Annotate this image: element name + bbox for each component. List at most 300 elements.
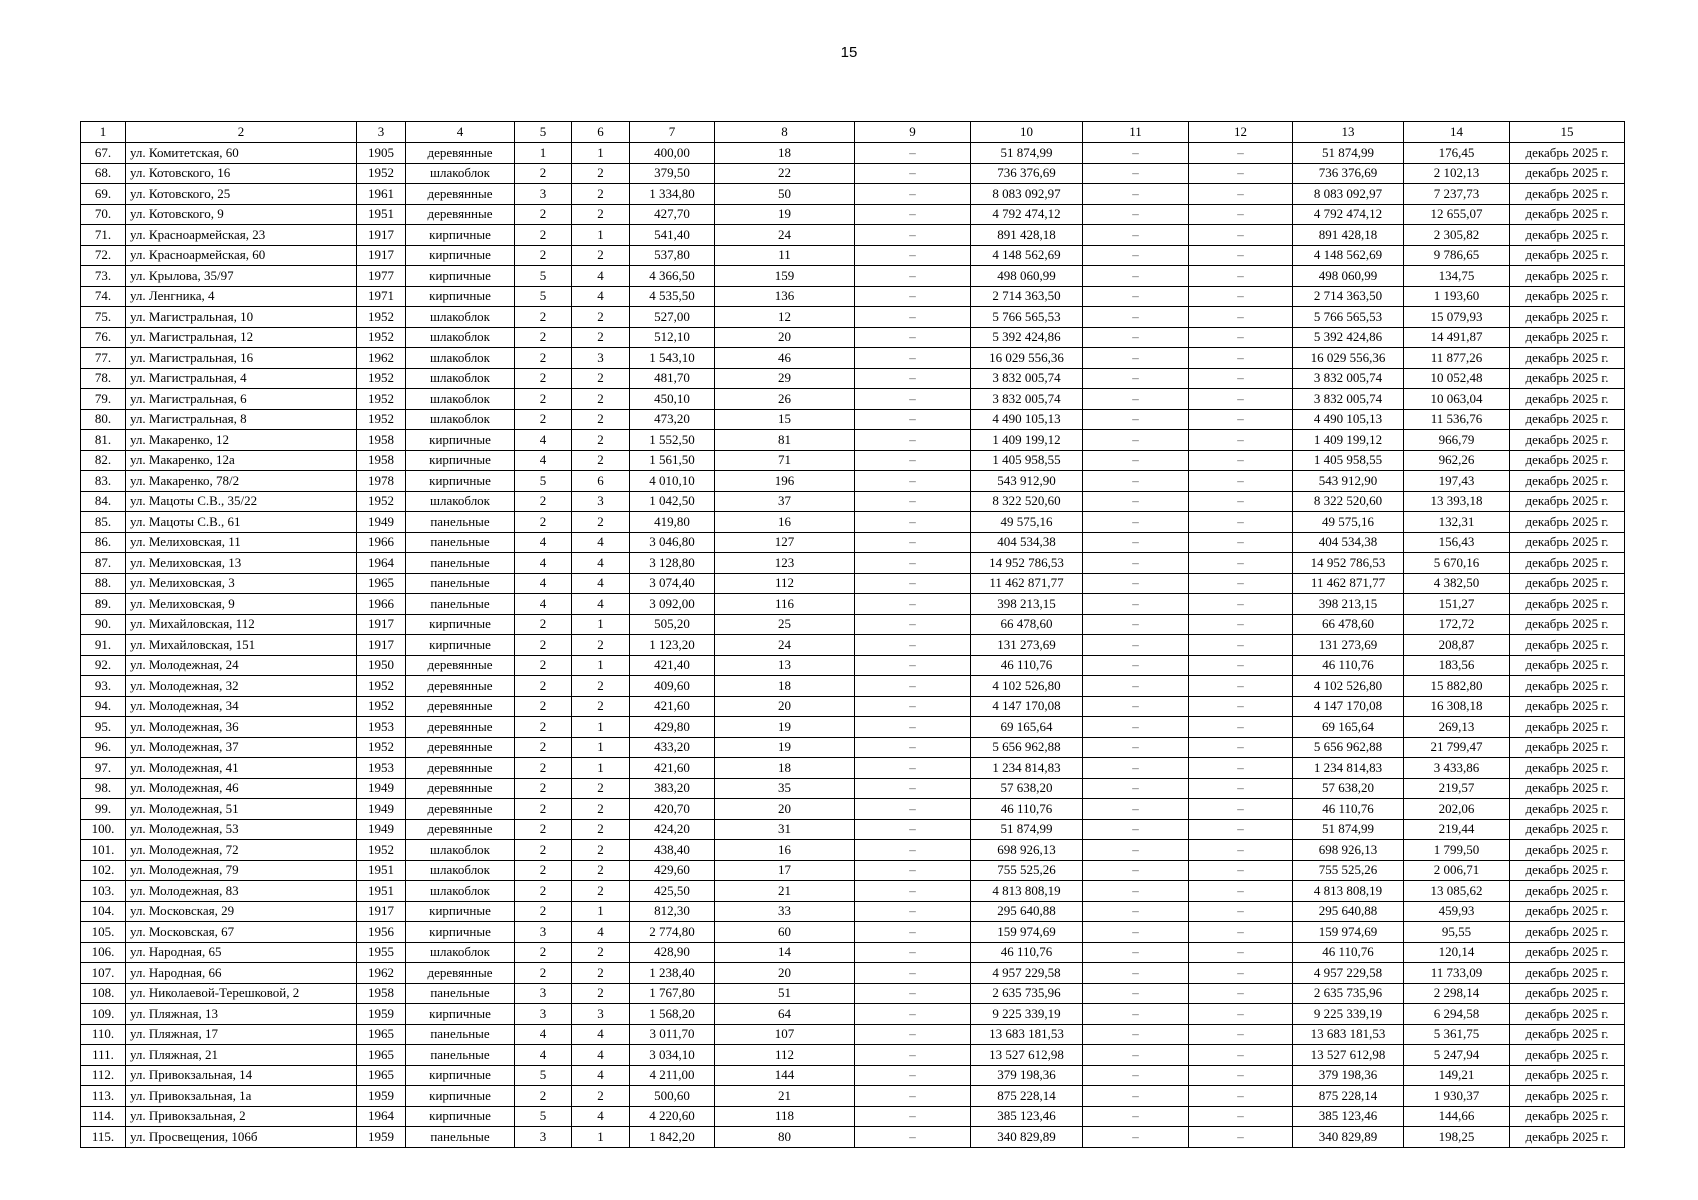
table-row xyxy=(81,819,1625,840)
table-row xyxy=(81,553,1625,574)
table-cell-col-11: – xyxy=(1083,1127,1189,1148)
table-cell-col-10: 51 874,99 xyxy=(971,143,1083,164)
table-row xyxy=(81,184,1625,205)
table-cell-col-10: 385 123,46 xyxy=(971,1106,1083,1127)
table-cell-col-11: – xyxy=(1083,717,1189,738)
table-cell-col-14: 11 877,26 xyxy=(1404,348,1510,369)
table-cell-col-15: декабрь 2025 г. xyxy=(1510,1004,1625,1025)
table-cell-col-15: декабрь 2025 г. xyxy=(1510,348,1625,369)
table-cell-col-6: 2 xyxy=(572,368,630,389)
table-cell-col-9: – xyxy=(855,614,971,635)
table-cell-col-10: 498 060,99 xyxy=(971,266,1083,287)
table-cell-col-13: 57 638,20 xyxy=(1293,778,1404,799)
table-cell-col-8: 35 xyxy=(715,778,855,799)
table-cell-col-2: ул. Молодежная, 51 xyxy=(126,799,357,820)
table-cell-col-4: деревянные xyxy=(406,758,515,779)
table-cell-col-15: декабрь 2025 г. xyxy=(1510,327,1625,348)
table-cell-col-15: декабрь 2025 г. xyxy=(1510,922,1625,943)
table-cell-col-15: декабрь 2025 г. xyxy=(1510,799,1625,820)
table-cell-col-10: 46 110,76 xyxy=(971,655,1083,676)
table-cell-col-15: декабрь 2025 г. xyxy=(1510,266,1625,287)
table-cell-col-7: 421,40 xyxy=(630,655,715,676)
table-cell-col-8: 16 xyxy=(715,512,855,533)
table-cell-col-10: 5 766 565,53 xyxy=(971,307,1083,328)
table-cell-col-13: 66 478,60 xyxy=(1293,614,1404,635)
table-cell-col-1: 81. xyxy=(81,430,126,451)
table-cell-col-12: – xyxy=(1189,471,1293,492)
table-cell-col-9: – xyxy=(855,327,971,348)
table-cell-col-14: 7 237,73 xyxy=(1404,184,1510,205)
table-cell-col-9: – xyxy=(855,942,971,963)
table-cell-col-3: 1956 xyxy=(357,922,406,943)
table-row xyxy=(81,942,1625,963)
table-cell-col-7: 512,10 xyxy=(630,327,715,348)
table-cell-col-12: – xyxy=(1189,840,1293,861)
table-cell-col-2: ул. Михайловская, 112 xyxy=(126,614,357,635)
table-cell-col-15: декабрь 2025 г. xyxy=(1510,1086,1625,1107)
table-cell-col-9: – xyxy=(855,1127,971,1148)
table-cell-col-8: 21 xyxy=(715,881,855,902)
table-cell-col-8: 17 xyxy=(715,860,855,881)
table-cell-col-9: – xyxy=(855,204,971,225)
table-cell-col-5: 2 xyxy=(515,327,572,348)
table-cell-col-14: 202,06 xyxy=(1404,799,1510,820)
table-cell-col-1: 94. xyxy=(81,696,126,717)
table-cell-col-13: 4 147 170,08 xyxy=(1293,696,1404,717)
table-cell-col-7: 1 568,20 xyxy=(630,1004,715,1025)
table-cell-col-7: 400,00 xyxy=(630,143,715,164)
table-row xyxy=(81,922,1625,943)
table-cell-col-15: декабрь 2025 г. xyxy=(1510,942,1625,963)
table-cell-col-6: 2 xyxy=(572,963,630,984)
table-cell-col-5: 2 xyxy=(515,717,572,738)
table-cell-col-1: 95. xyxy=(81,717,126,738)
table-cell-col-1: 113. xyxy=(81,1086,126,1107)
table-cell-col-2: ул. Крылова, 35/97 xyxy=(126,266,357,287)
table-cell-col-4: шлакоблок xyxy=(406,491,515,512)
table-cell-col-2: ул. Просвещения, 106б xyxy=(126,1127,357,1148)
table-cell-col-5: 4 xyxy=(515,573,572,594)
table-cell-col-4: шлакоблок xyxy=(406,942,515,963)
table-row xyxy=(81,758,1625,779)
table-cell-col-12: – xyxy=(1189,245,1293,266)
table-cell-col-1: 91. xyxy=(81,635,126,656)
table-cell-col-8: 24 xyxy=(715,635,855,656)
table-cell-col-6: 4 xyxy=(572,286,630,307)
table-cell-col-9: – xyxy=(855,963,971,984)
table-cell-col-3: 1951 xyxy=(357,881,406,902)
table-row xyxy=(81,963,1625,984)
table-cell-col-10: 698 926,13 xyxy=(971,840,1083,861)
table-cell-col-10: 3 832 005,74 xyxy=(971,368,1083,389)
table-cell-col-1: 87. xyxy=(81,553,126,574)
table-cell-col-8: 80 xyxy=(715,1127,855,1148)
column-header-11: 11 xyxy=(1083,122,1189,143)
table-cell-col-9: – xyxy=(855,1106,971,1127)
table-cell-col-8: 51 xyxy=(715,983,855,1004)
table-cell-col-12: – xyxy=(1189,1065,1293,1086)
table-cell-col-9: – xyxy=(855,676,971,697)
table-cell-col-3: 1959 xyxy=(357,1004,406,1025)
table-cell-col-1: 110. xyxy=(81,1024,126,1045)
table-cell-col-6: 1 xyxy=(572,717,630,738)
table-cell-col-9: – xyxy=(855,368,971,389)
table-cell-col-4: деревянные xyxy=(406,655,515,676)
table-cell-col-4: шлакоблок xyxy=(406,840,515,861)
table-cell-col-2: ул. Мелиховская, 3 xyxy=(126,573,357,594)
table-cell-col-14: 2 102,13 xyxy=(1404,163,1510,184)
table-cell-col-15: декабрь 2025 г. xyxy=(1510,450,1625,471)
table-row xyxy=(81,901,1625,922)
table-cell-col-9: – xyxy=(855,471,971,492)
table-cell-col-10: 5 656 962,88 xyxy=(971,737,1083,758)
table-cell-col-13: 379 198,36 xyxy=(1293,1065,1404,1086)
table-cell-col-10: 8 322 520,60 xyxy=(971,491,1083,512)
table-cell-col-6: 1 xyxy=(572,143,630,164)
table-cell-col-5: 2 xyxy=(515,737,572,758)
table-cell-col-12: – xyxy=(1189,143,1293,164)
table-cell-col-7: 409,60 xyxy=(630,676,715,697)
table-cell-col-15: декабрь 2025 г. xyxy=(1510,655,1625,676)
table-cell-col-5: 2 xyxy=(515,409,572,430)
table-cell-col-9: – xyxy=(855,860,971,881)
table-row xyxy=(81,676,1625,697)
table-cell-col-1: 68. xyxy=(81,163,126,184)
table-cell-col-5: 3 xyxy=(515,1127,572,1148)
table-cell-col-12: – xyxy=(1189,491,1293,512)
table-cell-col-11: – xyxy=(1083,409,1189,430)
table-cell-col-1: 77. xyxy=(81,348,126,369)
table-cell-col-5: 2 xyxy=(515,819,572,840)
table-cell-col-3: 1962 xyxy=(357,348,406,369)
table-cell-col-6: 1 xyxy=(572,614,630,635)
table-cell-col-3: 1952 xyxy=(357,491,406,512)
table-cell-col-9: – xyxy=(855,696,971,717)
table-cell-col-4: панельные xyxy=(406,1127,515,1148)
table-cell-col-7: 527,00 xyxy=(630,307,715,328)
table-cell-col-9: – xyxy=(855,348,971,369)
table-row xyxy=(81,163,1625,184)
table-cell-col-1: 107. xyxy=(81,963,126,984)
table-cell-col-10: 543 912,90 xyxy=(971,471,1083,492)
table-cell-col-8: 46 xyxy=(715,348,855,369)
table-cell-col-5: 3 xyxy=(515,1004,572,1025)
table-cell-col-7: 3 092,00 xyxy=(630,594,715,615)
table-cell-col-13: 9 225 339,19 xyxy=(1293,1004,1404,1025)
table-cell-col-14: 13 393,18 xyxy=(1404,491,1510,512)
table-cell-col-9: – xyxy=(855,512,971,533)
table-cell-col-1: 96. xyxy=(81,737,126,758)
table-cell-col-3: 1971 xyxy=(357,286,406,307)
table-cell-col-5: 5 xyxy=(515,286,572,307)
table-cell-col-14: 151,27 xyxy=(1404,594,1510,615)
table-cell-col-10: 1 409 199,12 xyxy=(971,430,1083,451)
table-cell-col-3: 1917 xyxy=(357,225,406,246)
table-cell-col-4: панельные xyxy=(406,553,515,574)
table-cell-col-8: 112 xyxy=(715,1045,855,1066)
table-row xyxy=(81,635,1625,656)
table-cell-col-8: 136 xyxy=(715,286,855,307)
table-cell-col-6: 2 xyxy=(572,881,630,902)
table-row xyxy=(81,717,1625,738)
table-cell-col-8: 13 xyxy=(715,655,855,676)
table-cell-col-13: 8 322 520,60 xyxy=(1293,491,1404,512)
table-cell-col-2: ул. Магистральная, 10 xyxy=(126,307,357,328)
table-cell-col-5: 2 xyxy=(515,881,572,902)
table-cell-col-14: 6 294,58 xyxy=(1404,1004,1510,1025)
table-cell-col-8: 24 xyxy=(715,225,855,246)
table-cell-col-2: ул. Красноармейская, 60 xyxy=(126,245,357,266)
table-cell-col-14: 149,21 xyxy=(1404,1065,1510,1086)
table-cell-col-2: ул. Макаренко, 12а xyxy=(126,450,357,471)
table-cell-col-7: 505,20 xyxy=(630,614,715,635)
table-cell-col-12: – xyxy=(1189,389,1293,410)
table-cell-col-14: 2 305,82 xyxy=(1404,225,1510,246)
table-cell-col-3: 1952 xyxy=(357,840,406,861)
table-cell-col-15: декабрь 2025 г. xyxy=(1510,532,1625,553)
table-cell-col-6: 1 xyxy=(572,758,630,779)
table-cell-col-12: – xyxy=(1189,430,1293,451)
table-cell-col-8: 14 xyxy=(715,942,855,963)
column-header-9: 9 xyxy=(855,122,971,143)
table-cell-col-12: – xyxy=(1189,450,1293,471)
table-cell-col-5: 4 xyxy=(515,594,572,615)
table-cell-col-6: 3 xyxy=(572,491,630,512)
table-cell-col-3: 1955 xyxy=(357,942,406,963)
table-cell-col-11: – xyxy=(1083,1024,1189,1045)
table-cell-col-7: 3 034,10 xyxy=(630,1045,715,1066)
table-cell-col-10: 2 635 735,96 xyxy=(971,983,1083,1004)
table-cell-col-8: 31 xyxy=(715,819,855,840)
table-cell-col-1: 70. xyxy=(81,204,126,225)
table-cell-col-2: ул. Котовского, 9 xyxy=(126,204,357,225)
table-cell-col-1: 109. xyxy=(81,1004,126,1025)
table-cell-col-2: ул. Николаевой-Терешковой, 2 xyxy=(126,983,357,1004)
table-cell-col-13: 51 874,99 xyxy=(1293,819,1404,840)
table-cell-col-15: декабрь 2025 г. xyxy=(1510,696,1625,717)
table-cell-col-7: 3 074,40 xyxy=(630,573,715,594)
table-cell-col-6: 2 xyxy=(572,204,630,225)
table-cell-col-15: декабрь 2025 г. xyxy=(1510,614,1625,635)
table-cell-col-12: – xyxy=(1189,348,1293,369)
table-cell-col-11: – xyxy=(1083,635,1189,656)
table-row xyxy=(81,696,1625,717)
table-cell-col-7: 1 561,50 xyxy=(630,450,715,471)
table-cell-col-4: кирпичные xyxy=(406,245,515,266)
table-cell-col-3: 1917 xyxy=(357,245,406,266)
table-cell-col-15: декабрь 2025 г. xyxy=(1510,1045,1625,1066)
table-cell-col-5: 3 xyxy=(515,184,572,205)
table-cell-col-10: 16 029 556,36 xyxy=(971,348,1083,369)
table-cell-col-9: – xyxy=(855,840,971,861)
table-cell-col-8: 81 xyxy=(715,430,855,451)
table-cell-col-15: декабрь 2025 г. xyxy=(1510,409,1625,430)
table-cell-col-8: 71 xyxy=(715,450,855,471)
table-cell-col-11: – xyxy=(1083,450,1189,471)
table-cell-col-4: кирпичные xyxy=(406,450,515,471)
table-cell-col-11: – xyxy=(1083,389,1189,410)
table-cell-col-7: 4 010,10 xyxy=(630,471,715,492)
table-cell-col-15: декабрь 2025 г. xyxy=(1510,1065,1625,1086)
table-cell-col-6: 2 xyxy=(572,245,630,266)
table-cell-col-5: 2 xyxy=(515,778,572,799)
table-cell-col-14: 3 433,86 xyxy=(1404,758,1510,779)
table-cell-col-7: 433,20 xyxy=(630,737,715,758)
table-cell-col-8: 196 xyxy=(715,471,855,492)
table-cell-col-14: 208,87 xyxy=(1404,635,1510,656)
table-cell-col-2: ул. Молодежная, 53 xyxy=(126,819,357,840)
table-cell-col-11: – xyxy=(1083,922,1189,943)
table-cell-col-3: 1949 xyxy=(357,778,406,799)
table-cell-col-14: 120,14 xyxy=(1404,942,1510,963)
table-cell-col-4: шлакоблок xyxy=(406,327,515,348)
table-cell-col-13: 4 102 526,80 xyxy=(1293,676,1404,697)
table-cell-col-1: 101. xyxy=(81,840,126,861)
table-cell-col-9: – xyxy=(855,1065,971,1086)
table-cell-col-11: – xyxy=(1083,307,1189,328)
table-cell-col-11: – xyxy=(1083,1086,1189,1107)
table-cell-col-12: – xyxy=(1189,204,1293,225)
table-cell-col-4: кирпичные xyxy=(406,1106,515,1127)
table-cell-col-6: 4 xyxy=(572,573,630,594)
table-cell-col-3: 1952 xyxy=(357,368,406,389)
table-cell-col-8: 19 xyxy=(715,737,855,758)
table-cell-col-6: 4 xyxy=(572,1024,630,1045)
table-cell-col-12: – xyxy=(1189,553,1293,574)
table-cell-col-6: 2 xyxy=(572,819,630,840)
table-cell-col-1: 86. xyxy=(81,532,126,553)
table-cell-col-12: – xyxy=(1189,368,1293,389)
table-row xyxy=(81,266,1625,287)
table-cell-col-8: 25 xyxy=(715,614,855,635)
table-cell-col-5: 2 xyxy=(515,635,572,656)
table-cell-col-15: декабрь 2025 г. xyxy=(1510,225,1625,246)
column-header-14: 14 xyxy=(1404,122,1510,143)
table-cell-col-7: 3 011,70 xyxy=(630,1024,715,1045)
table-cell-col-13: 46 110,76 xyxy=(1293,799,1404,820)
table-cell-col-3: 1949 xyxy=(357,819,406,840)
table-cell-col-7: 421,60 xyxy=(630,758,715,779)
table-cell-col-4: кирпичные xyxy=(406,901,515,922)
table-cell-col-14: 2 298,14 xyxy=(1404,983,1510,1004)
table-cell-col-5: 2 xyxy=(515,758,572,779)
table-cell-col-9: – xyxy=(855,430,971,451)
table-cell-col-12: – xyxy=(1189,286,1293,307)
table-cell-col-14: 21 799,47 xyxy=(1404,737,1510,758)
table-cell-col-8: 18 xyxy=(715,758,855,779)
table-cell-col-6: 2 xyxy=(572,163,630,184)
table-row xyxy=(81,860,1625,881)
table-cell-col-3: 1950 xyxy=(357,655,406,676)
table-cell-col-8: 12 xyxy=(715,307,855,328)
table-cell-col-2: ул. Привокзальная, 2 xyxy=(126,1106,357,1127)
table-row xyxy=(81,1086,1625,1107)
table-cell-col-12: – xyxy=(1189,799,1293,820)
table-cell-col-5: 2 xyxy=(515,655,572,676)
table-cell-col-5: 2 xyxy=(515,860,572,881)
table-row xyxy=(81,450,1625,471)
table-cell-col-2: ул. Магистральная, 8 xyxy=(126,409,357,430)
table-cell-col-13: 14 952 786,53 xyxy=(1293,553,1404,574)
table-cell-col-2: ул. Магистральная, 4 xyxy=(126,368,357,389)
table-cell-col-4: шлакоблок xyxy=(406,307,515,328)
table-cell-col-11: – xyxy=(1083,512,1189,533)
table-cell-col-13: 736 376,69 xyxy=(1293,163,1404,184)
table-cell-col-10: 13 683 181,53 xyxy=(971,1024,1083,1045)
table-cell-col-12: – xyxy=(1189,860,1293,881)
table-cell-col-7: 481,70 xyxy=(630,368,715,389)
column-header-6: 6 xyxy=(572,122,630,143)
table-cell-col-7: 1 042,50 xyxy=(630,491,715,512)
table-cell-col-15: декабрь 2025 г. xyxy=(1510,778,1625,799)
table-cell-col-15: декабрь 2025 г. xyxy=(1510,184,1625,205)
table-cell-col-8: 107 xyxy=(715,1024,855,1045)
table-cell-col-6: 4 xyxy=(572,1045,630,1066)
table-cell-col-2: ул. Комитетская, 60 xyxy=(126,143,357,164)
table-cell-col-14: 144,66 xyxy=(1404,1106,1510,1127)
table-cell-col-14: 134,75 xyxy=(1404,266,1510,287)
table-row xyxy=(81,1045,1625,1066)
table-cell-col-11: – xyxy=(1083,1004,1189,1025)
table-row xyxy=(81,245,1625,266)
table-cell-col-12: – xyxy=(1189,635,1293,656)
table-cell-col-14: 183,56 xyxy=(1404,655,1510,676)
table-cell-col-14: 95,55 xyxy=(1404,922,1510,943)
table-cell-col-1: 112. xyxy=(81,1065,126,1086)
table-cell-col-6: 1 xyxy=(572,1127,630,1148)
table-row xyxy=(81,840,1625,861)
table-cell-col-2: ул. Котовского, 16 xyxy=(126,163,357,184)
table-cell-col-11: – xyxy=(1083,184,1189,205)
table-cell-col-14: 1 799,50 xyxy=(1404,840,1510,861)
table-cell-col-4: шлакоблок xyxy=(406,163,515,184)
table-cell-col-6: 3 xyxy=(572,1004,630,1025)
table-cell-col-7: 2 774,80 xyxy=(630,922,715,943)
table-cell-col-1: 79. xyxy=(81,389,126,410)
table-cell-col-13: 398 213,15 xyxy=(1293,594,1404,615)
table-cell-col-9: – xyxy=(855,778,971,799)
table-cell-col-5: 4 xyxy=(515,532,572,553)
table-cell-col-4: деревянные xyxy=(406,819,515,840)
table-cell-col-5: 2 xyxy=(515,901,572,922)
table-cell-col-3: 1958 xyxy=(357,983,406,1004)
table-cell-col-10: 8 083 092,97 xyxy=(971,184,1083,205)
table-row xyxy=(81,204,1625,225)
table-cell-col-4: деревянные xyxy=(406,717,515,738)
table-cell-col-14: 132,31 xyxy=(1404,512,1510,533)
table-cell-col-9: – xyxy=(855,389,971,410)
table-cell-col-5: 2 xyxy=(515,1086,572,1107)
table-cell-col-1: 73. xyxy=(81,266,126,287)
table-cell-col-8: 50 xyxy=(715,184,855,205)
table-cell-col-2: ул. Мелиховская, 11 xyxy=(126,532,357,553)
table-cell-col-15: декабрь 2025 г. xyxy=(1510,737,1625,758)
table-cell-col-10: 69 165,64 xyxy=(971,717,1083,738)
table-cell-col-4: панельные xyxy=(406,1024,515,1045)
table-cell-col-15: декабрь 2025 г. xyxy=(1510,963,1625,984)
table-cell-col-11: – xyxy=(1083,840,1189,861)
table-cell-col-10: 131 273,69 xyxy=(971,635,1083,656)
table-cell-col-2: ул. Котовского, 25 xyxy=(126,184,357,205)
table-cell-col-2: ул. Молодежная, 41 xyxy=(126,758,357,779)
table-cell-col-2: ул. Молодежная, 34 xyxy=(126,696,357,717)
table-cell-col-1: 102. xyxy=(81,860,126,881)
table-row xyxy=(81,737,1625,758)
table-row xyxy=(81,778,1625,799)
table-cell-col-9: – xyxy=(855,1086,971,1107)
table-cell-col-3: 1952 xyxy=(357,307,406,328)
table-cell-col-15: декабрь 2025 г. xyxy=(1510,573,1625,594)
